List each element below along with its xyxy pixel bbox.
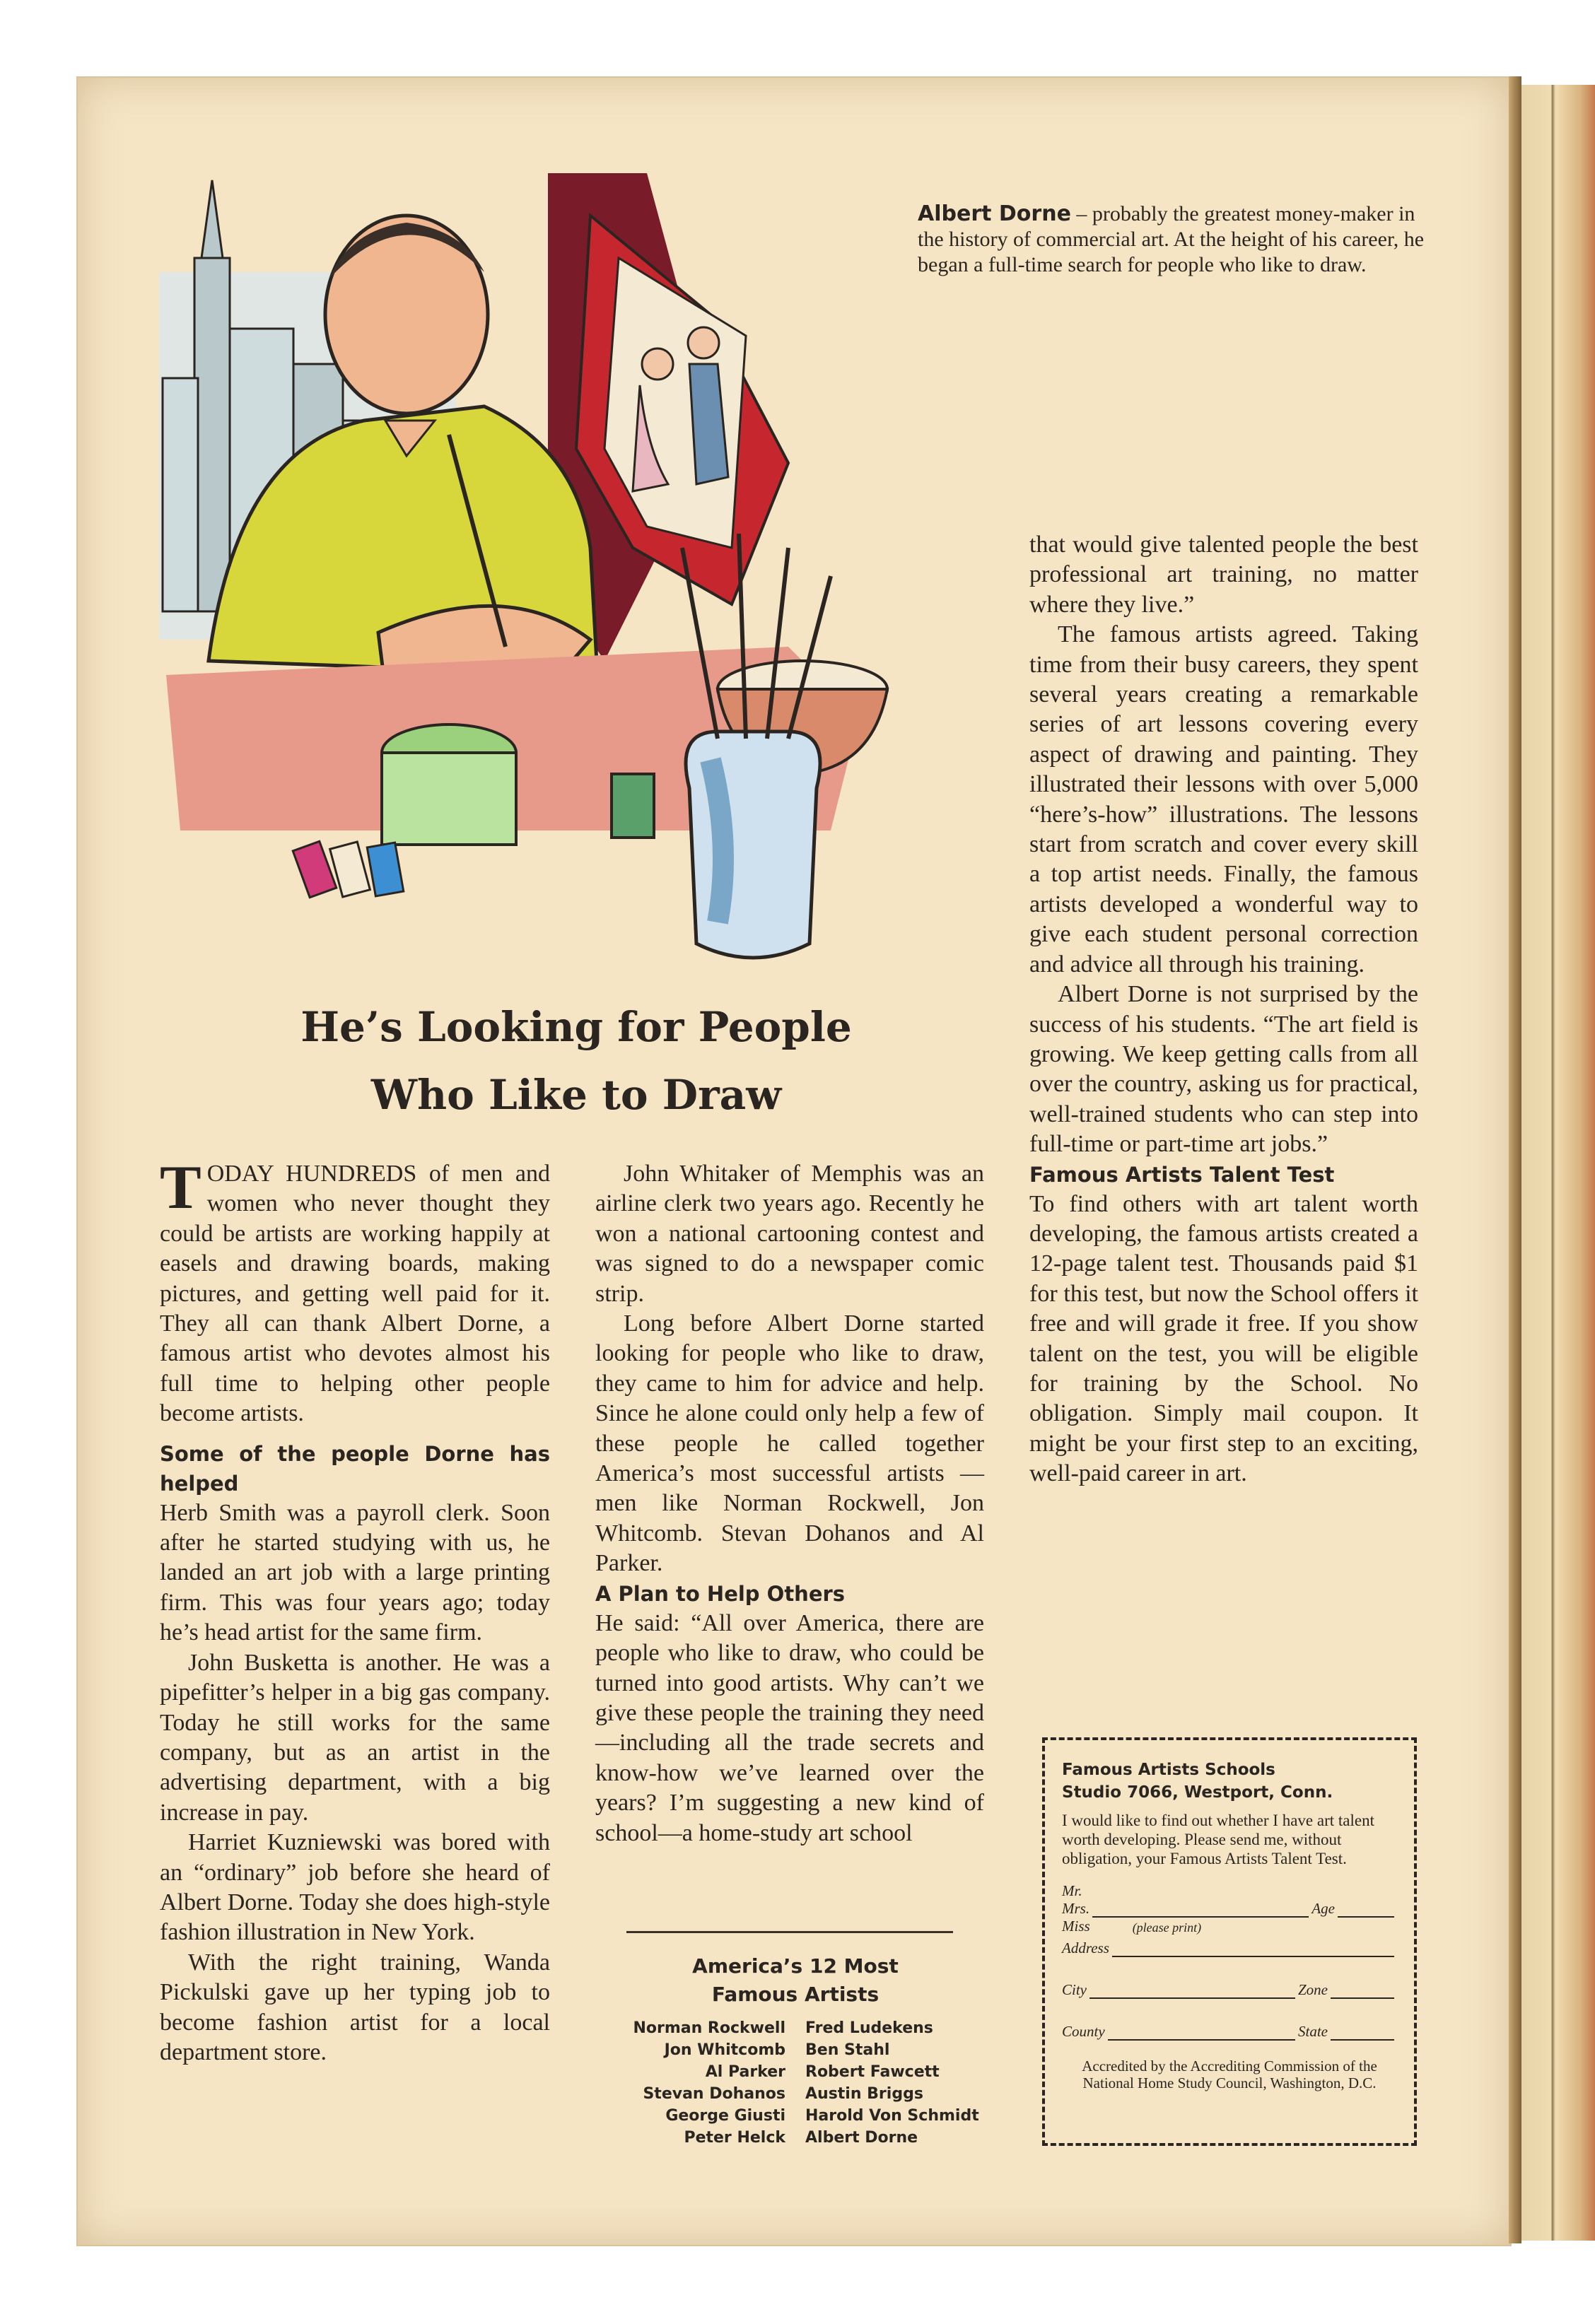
artist-name: Fred Ludekens [805, 2019, 933, 2037]
artist-name: George Giusti [665, 2107, 785, 2125]
zone-label: Zone [1298, 1981, 1328, 1998]
coupon-city-row[interactable] [1062, 1981, 1397, 1999]
artist-name: Norman Rockwell [633, 2019, 785, 2037]
coupon-studio-address: Studio 7066, Westport, Conn. [1062, 1783, 1333, 1802]
artist-name: Austin Briggs [805, 2085, 923, 2103]
age-line[interactable] [1338, 1902, 1394, 1918]
intro-text: of men and women who never thought they could be artists are working happily at easels and drawing boards, making pictures, and getting well paid for it. They all can thank Albert Dorne, a famous artist who devotes almost his full time to helping other people become artists. [160, 1161, 550, 1427]
paragraph-wanda-pickulski: With the right training, Wanda Pickulski gave up her typing job to become fashion artist for a local department store. [160, 1949, 550, 2065]
intro-lead: ODAY HUNDREDS [206, 1161, 417, 1187]
mr-label: Mr. [1062, 1882, 1082, 1899]
coupon-address-row[interactable] [1062, 1939, 1397, 1957]
artist-name: Robert Fawcett [805, 2063, 940, 2081]
article-column-1 [160, 1154, 550, 2067]
coupon-school-name: Famous Artists Schools [1062, 1761, 1275, 1779]
city-label: City [1062, 1981, 1087, 1998]
headline-line-1: He’s Looking for People [300, 1003, 852, 1051]
paragraph-continued: that would give talented people the best professional art training, no matter where they live.” [1029, 532, 1418, 618]
paragraph-he-said: He said: “All over America, there are people who like to draw, who could be turned into good artists. Why can’t we give these people the training they need—including all the trade secrets and know-how we’ve learned over the years? I’m suggesting a new kind of school—a home-study art school [595, 1609, 984, 1846]
artist-name: Stevan Dohanos [643, 2085, 785, 2103]
county-label: County [1062, 2023, 1105, 2040]
coupon-accreditation: Accredited by the Accrediting Commission of the National Home Study Council, Washington, D.C. [1082, 2058, 1377, 2091]
caption-text: – probably the greatest money-maker in the history of commercial art. At the height of his career, he began a full-time search for people who like to draw. [918, 202, 1425, 276]
subhead-people-helped: Some of the people Dorne has helped [160, 1441, 550, 1496]
miss-label: Miss [1062, 1918, 1090, 1935]
list-title-line-1: America’s 12 Most [692, 1954, 899, 1978]
albert-dorne-illustration [152, 152, 1022, 986]
artists-grid [595, 2017, 995, 2149]
artist-name: Harold Von Schmidt [805, 2107, 979, 2125]
paragraph-talent-test: To find others with art talent worth developing, the famous artists created a 12-page talent test. Thousands paid $1 for this test, but now the School offers it free and will grade it free. If you show talent on the test, you will be eligible for training by the School. No obligation. Simply mail coupon. It might be your first step to an exciting, well-paid career in art. [1029, 1190, 1418, 1487]
coupon-miss-row [1062, 1918, 1397, 1935]
article-column-2 [595, 1159, 984, 1848]
age-label: Age [1311, 1900, 1335, 1917]
paragraph-herb-smith: Herb Smith was a payroll clerk. Soon after he started studying with us, he landed an art job with a large printing firm. This was four years ago; today he’s head artist for the same firm. [160, 1499, 550, 1646]
paragraph-john-whitaker: John Whitaker of Memphis was an airline clerk two years ago. Recently he won a national cartooning contest and was signed to do a newspaper comic strip. [595, 1161, 984, 1307]
state-label: State [1298, 2023, 1328, 2040]
illustration-caption [918, 201, 1427, 278]
subhead-talent-test: Famous Artists Talent Test [1029, 1162, 1335, 1187]
mrs-label: Mrs. [1062, 1900, 1090, 1917]
subhead-plan: A Plan to Help Others [595, 1581, 846, 1606]
city-line[interactable] [1089, 1983, 1295, 1999]
artist-name: Peter Helck [684, 2129, 785, 2147]
caption-name: Albert Dorne [918, 201, 1071, 226]
mail-coupon[interactable] [1042, 1737, 1417, 2146]
zone-line[interactable] [1331, 1983, 1394, 1999]
address-line[interactable] [1112, 1942, 1394, 1957]
paragraph-long-before: Long before Albert Dorne started looking for people who like to draw, they came to him for advice and help. Since he alone could only help a few of these people he called together America’s most successful artists —men like Norman Rockwell, Jon Whitcomb. Stevan Dohanos and Al Parker. [595, 1310, 984, 1577]
drop-cap: T [160, 1154, 201, 1222]
county-line[interactable] [1108, 2025, 1295, 2041]
paragraph-artists-agreed: The famous artists agreed. Taking time from their busy careers, they spent several years creating a remarkable series of art lessons covering every aspect of drawing and painting. They illustrated their lessons with over 5,000 “here’s-how” illustrations. The lessons start from scratch and cover every skill a top artist needs. Finally, the famous artists developed a wonderful way to give each student personal correction and advice all through his training. [1029, 621, 1418, 978]
paragraph-john-busketta: John Busketta is another. He was a pipefitter’s helper in a big gas company. Today he still works for the same company, but as an artist in the advertising department, with a big increase in pay. [160, 1649, 550, 1826]
list-divider [626, 1931, 953, 1933]
artist-name: Ben Stahl [805, 2041, 890, 2059]
page-headline [152, 993, 1000, 1129]
article-column-3 [1029, 530, 1418, 1489]
coupon-request-text: I would like to find out whether I have art talent worth developing. Please send me, without obligation, your Famous Artists Talent Test. [1062, 1812, 1374, 1867]
coupon-mrs-row[interactable] [1062, 1900, 1397, 1918]
adjacent-page-edge [1521, 85, 1595, 2241]
famous-artists-list [595, 1952, 995, 2149]
paragraph-harriet-kuzniewski: Harriet Kuzniewski was bored with an “ordinary” job before she heard of Albert Dorne. Today she does high-style fashion illustration in New York. [160, 1829, 550, 1946]
list-title-line-2: Famous Artists [711, 1983, 880, 2006]
address-label: Address [1062, 1939, 1109, 1956]
artist-name: Albert Dorne [805, 2129, 918, 2147]
artist-name: Al Parker [705, 2063, 785, 2081]
name-line[interactable] [1092, 1902, 1309, 1918]
page-spine [1509, 76, 1521, 2243]
please-print-note: (please print) [1132, 1920, 1202, 1935]
state-line[interactable] [1331, 2025, 1394, 2041]
headline-line-2: Who Like to Draw [370, 1071, 782, 1119]
coupon-county-row[interactable] [1062, 2023, 1397, 2041]
column-1-intro [160, 1154, 550, 1429]
coupon-mr-row [1062, 1882, 1397, 1900]
paragraph-not-surprised: Albert Dorne is not surprised by the success of his students. “The art field is growing. We keep getting calls from all over the country, asking us for practical, well-trained students who can step into full-time or part-time art jobs.” [1029, 981, 1418, 1158]
artist-name: Jon Whitcomb [664, 2041, 785, 2059]
